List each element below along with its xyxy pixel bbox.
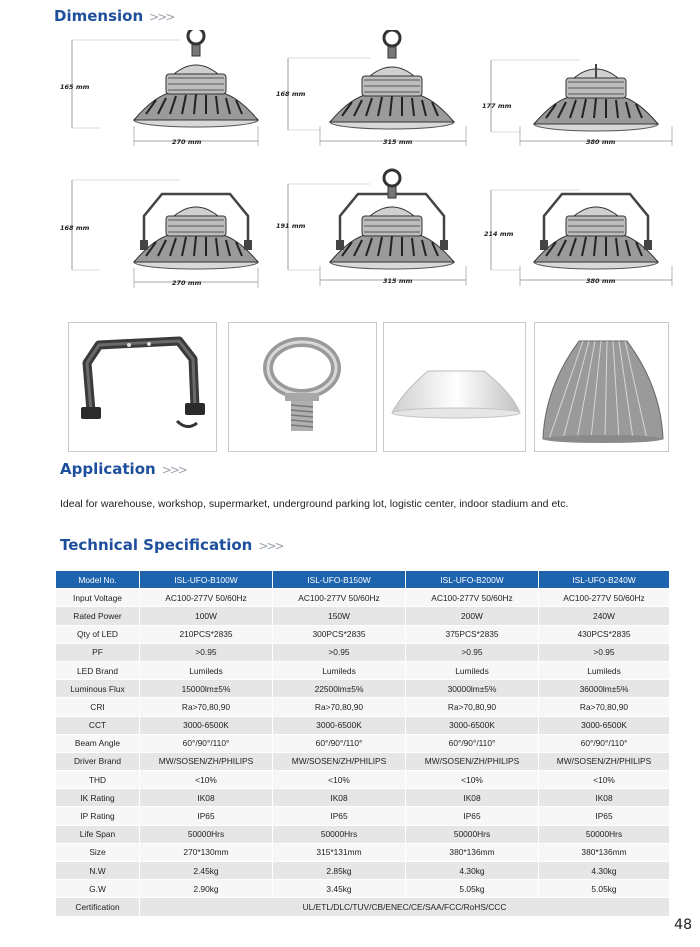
table-cell: MW/SOSEN/ZH/PHILIPS xyxy=(273,752,406,770)
table-cell: 200W xyxy=(406,607,539,625)
table-cell: 3000-6500K xyxy=(273,716,406,734)
dimension-drawing-6 xyxy=(491,190,672,286)
width-label-2: 315 mm xyxy=(383,138,413,146)
table-row xyxy=(56,807,670,825)
width-label-5: 315 mm xyxy=(383,277,413,285)
dimension-drawings xyxy=(0,30,700,300)
application-heading xyxy=(60,460,186,478)
header-cell: ISL-UFO-B150W xyxy=(273,571,406,589)
table-cell: >0.95 xyxy=(140,643,273,661)
table-cell: 100W xyxy=(140,607,273,625)
table-row xyxy=(56,734,670,752)
table-cell: IK08 xyxy=(406,789,539,807)
row-label: IP Rating xyxy=(56,807,140,825)
table-cell: 2.90kg xyxy=(140,880,273,898)
table-cell: 315*131mm xyxy=(273,843,406,861)
table-cell: MW/SOSEN/ZH/PHILIPS xyxy=(406,752,539,770)
table-cell: Ra>70,80,90 xyxy=(273,698,406,716)
technical-heading xyxy=(60,536,283,554)
table-row xyxy=(56,825,670,843)
table-cell: 50000Hrs xyxy=(273,825,406,843)
table-cell: MW/SOSEN/ZH/PHILIPS xyxy=(539,752,670,770)
dimension-drawing-3 xyxy=(491,60,672,146)
width-label-6: 380 mm xyxy=(586,277,616,285)
table-cell: 50000Hrs xyxy=(539,825,670,843)
width-label-3: 380 mm xyxy=(586,138,616,146)
row-label: Size xyxy=(56,843,140,861)
table-cell: 3000-6500K xyxy=(406,716,539,734)
row-label: Life Span xyxy=(56,825,140,843)
row-label: G.W xyxy=(56,880,140,898)
table-row xyxy=(56,680,670,698)
height-label-3: 177 mm xyxy=(482,102,512,110)
table-cell: IP65 xyxy=(140,807,273,825)
table-header-row xyxy=(56,571,670,589)
table-cell: AC100-277V 50/60Hz xyxy=(273,589,406,607)
row-label: CRI xyxy=(56,698,140,716)
table-cell: 4.30kg xyxy=(406,862,539,880)
table-row xyxy=(56,862,670,880)
table-cell: Ra>70,80,90 xyxy=(539,698,670,716)
technical-title: Technical Specification xyxy=(60,536,253,554)
row-label: IK Rating xyxy=(56,789,140,807)
application-text: Ideal for warehouse, workshop, supermarket, underground parking lot, logistic center, indoor stadium and etc. xyxy=(60,498,569,510)
dimension-drawing-5 xyxy=(288,170,466,286)
row-label: CCT xyxy=(56,716,140,734)
certification-label: Certification xyxy=(56,898,140,916)
bracket-image xyxy=(68,322,217,452)
table-cell: 210PCS*2835 xyxy=(140,625,273,643)
table-cell: AC100-277V 50/60Hz xyxy=(406,589,539,607)
pc-reflector-image xyxy=(383,322,526,452)
table-row xyxy=(56,589,670,607)
table-row xyxy=(56,607,670,625)
table-cell: >0.95 xyxy=(406,643,539,661)
table-cell: <10% xyxy=(140,771,273,789)
table-cell: 60°/90°/110° xyxy=(140,734,273,752)
page-number: 48 xyxy=(674,917,692,933)
chevron-icon: >>> xyxy=(149,10,174,24)
table-row xyxy=(56,789,670,807)
table-cell: 380*136mm xyxy=(406,843,539,861)
table-cell: 36000lm±5% xyxy=(539,680,670,698)
dimension-heading xyxy=(54,7,173,25)
table-row xyxy=(56,698,670,716)
table-cell: Lumileds xyxy=(406,661,539,679)
height-label-2: 168 mm xyxy=(276,90,306,98)
table-cell: Ra>70,80,90 xyxy=(406,698,539,716)
dimension-drawing-4 xyxy=(72,180,258,288)
table-cell: 150W xyxy=(273,607,406,625)
table-cell: <10% xyxy=(539,771,670,789)
table-row xyxy=(56,843,670,861)
table-cell: 240W xyxy=(539,607,670,625)
table-cell: 375PCS*2835 xyxy=(406,625,539,643)
dimension-title: Dimension xyxy=(54,7,144,25)
table-cell: MW/SOSEN/ZH/PHILIPS xyxy=(140,752,273,770)
table-cell: >0.95 xyxy=(273,643,406,661)
height-label-1: 165 mm xyxy=(60,83,90,91)
table-cell: 3000-6500K xyxy=(140,716,273,734)
row-label: Luminous Flux xyxy=(56,680,140,698)
table-cell: 50000Hrs xyxy=(406,825,539,843)
header-cell: Model No. xyxy=(56,571,140,589)
table-cell: 22500lm±5% xyxy=(273,680,406,698)
width-label-1: 270 mm xyxy=(172,138,202,146)
header-cell: ISL-UFO-B240W xyxy=(539,571,670,589)
table-cell: IP65 xyxy=(273,807,406,825)
table-cell: 60°/90°/110° xyxy=(406,734,539,752)
certification-row xyxy=(56,898,670,916)
table-cell: <10% xyxy=(273,771,406,789)
table-cell: IK08 xyxy=(140,789,273,807)
table-row xyxy=(56,752,670,770)
row-label: Beam Angle xyxy=(56,734,140,752)
table-cell: 15000lm±5% xyxy=(140,680,273,698)
table-cell: Ra>70,80,90 xyxy=(140,698,273,716)
eye-bolt-image xyxy=(228,322,377,452)
row-label: THD xyxy=(56,771,140,789)
row-label: Rated Power xyxy=(56,607,140,625)
row-label: PF xyxy=(56,643,140,661)
table-cell: 5.05kg xyxy=(539,880,670,898)
table-cell: Lumileds xyxy=(140,661,273,679)
table-cell: 300PCS*2835 xyxy=(273,625,406,643)
chevron-icon: >>> xyxy=(258,539,283,553)
table-cell: 270*130mm xyxy=(140,843,273,861)
header-cell: ISL-UFO-B100W xyxy=(140,571,273,589)
height-label-6: 214 mm xyxy=(484,230,514,238)
row-label: N.W xyxy=(56,862,140,880)
width-label-4: 270 mm xyxy=(172,279,202,287)
table-row xyxy=(56,625,670,643)
table-cell: 2.45kg xyxy=(140,862,273,880)
table-cell: 3.45kg xyxy=(273,880,406,898)
application-title: Application xyxy=(60,460,156,478)
table-row xyxy=(56,880,670,898)
table-cell: 3000-6500K xyxy=(539,716,670,734)
table-cell: 50000Hrs xyxy=(140,825,273,843)
table-row xyxy=(56,661,670,679)
height-label-4: 168 mm xyxy=(60,224,90,232)
dimension-drawing-2 xyxy=(288,30,466,146)
table-cell: 60°/90°/110° xyxy=(273,734,406,752)
table-cell: IP65 xyxy=(539,807,670,825)
table-cell: <10% xyxy=(406,771,539,789)
prismatic-reflector-image xyxy=(534,322,669,452)
header-cell: ISL-UFO-B200W xyxy=(406,571,539,589)
table-row xyxy=(56,643,670,661)
height-label-5: 191 mm xyxy=(276,222,306,230)
row-label: Driver Brand xyxy=(56,752,140,770)
table-cell: IK08 xyxy=(539,789,670,807)
table-cell: IK08 xyxy=(273,789,406,807)
table-cell: AC100-277V 50/60Hz xyxy=(140,589,273,607)
table-cell: >0.95 xyxy=(539,643,670,661)
chevron-icon: >>> xyxy=(161,463,186,477)
row-label: Qty of LED xyxy=(56,625,140,643)
table-cell: 5.05kg xyxy=(406,880,539,898)
table-cell: 60°/90°/110° xyxy=(539,734,670,752)
table-row xyxy=(56,771,670,789)
table-cell: 2.85kg xyxy=(273,862,406,880)
table-cell: Lumileds xyxy=(539,661,670,679)
table-cell: 380*136mm xyxy=(539,843,670,861)
certification-value: UL/ETL/DLC/TUV/CB/ENEC/CE/SAA/FCC/RoHS/CCC xyxy=(140,898,670,916)
table-cell: IP65 xyxy=(406,807,539,825)
row-label: Input Voltage xyxy=(56,589,140,607)
table-cell: 30000lm±5% xyxy=(406,680,539,698)
spec-table xyxy=(55,570,670,917)
table-cell: AC100-277V 50/60Hz xyxy=(539,589,670,607)
table-cell: Lumileds xyxy=(273,661,406,679)
table-cell: 430PCS*2835 xyxy=(539,625,670,643)
table-cell: 4.30kg xyxy=(539,862,670,880)
dimension-drawing-1 xyxy=(72,30,258,146)
row-label: LED Brand xyxy=(56,661,140,679)
table-row xyxy=(56,716,670,734)
